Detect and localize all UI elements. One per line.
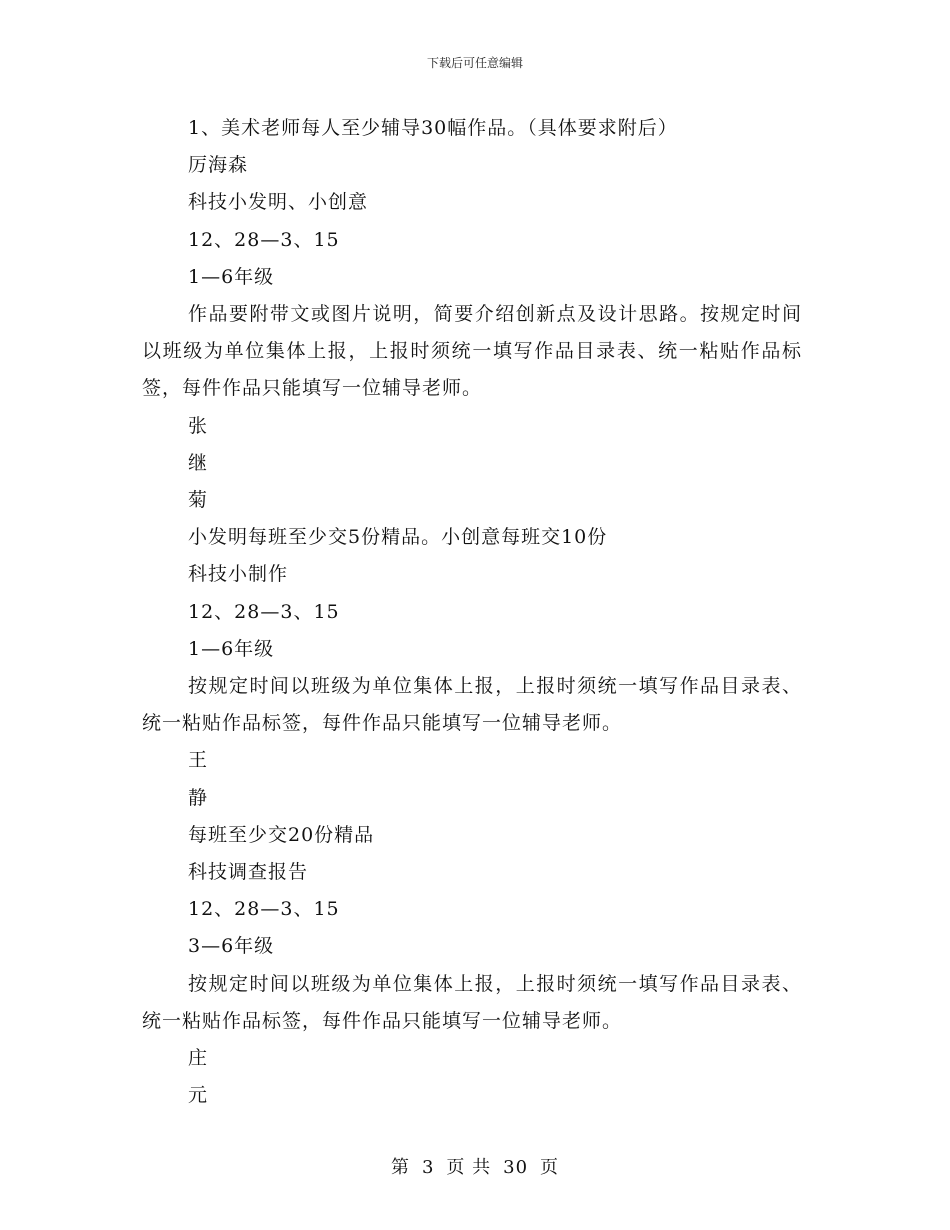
text-line: 科技调查报告 [188, 861, 309, 884]
text-line: 静 [188, 786, 209, 809]
text-line: 庄 [188, 1047, 209, 1070]
footer-page-number: 3 [421, 1157, 435, 1178]
document-body [142, 110, 802, 1114]
text-line: 每班至少交20份精品 [188, 823, 375, 846]
text-line: 继 [188, 451, 209, 474]
text-line: 1—6年级 [188, 265, 275, 288]
text-line: 王 [188, 749, 209, 772]
text-line: 张 [188, 414, 209, 437]
text-line: 3—6年级 [188, 935, 275, 958]
text-line: 科技小发明、小创意 [188, 191, 369, 214]
text-line: 1、美术老师每人至少辅导30幅作品。（具体要求附后） [188, 117, 678, 139]
paragraph: 作品要附带文或图片说明，简要介绍创新点及设计思路。按规定时间以班级为单位集体上报，上报时须统一填写作品目录表、统一粘贴作品标签，每件作品只能填写一位辅导老师。 [142, 303, 802, 400]
text-line: 厉海森 [188, 154, 249, 177]
footer-suffix: 页 [540, 1157, 560, 1178]
text-line: 12、28—3、15 [188, 600, 340, 623]
footer-total-pages: 30 [503, 1157, 529, 1178]
page-header: 下载后可任意编辑 [426, 56, 523, 70]
text-line: 小发明每班至少交5份精品。小创意每班交10份 [188, 526, 608, 549]
text-line: 科技小制作 [188, 563, 289, 586]
footer-prefix: 第 [390, 1157, 410, 1178]
text-line: 12、28—3、15 [188, 228, 340, 251]
text-line: 元 [188, 1084, 209, 1107]
footer-mid: 页 共 [446, 1157, 492, 1178]
paragraph: 按规定时间以班级为单位集体上报，上报时须统一填写作品目录表、统一粘贴作品标签，每件作品只能填写一位辅导老师。 [142, 675, 802, 735]
page-footer [0, 1153, 950, 1179]
text-line: 菊 [188, 489, 209, 512]
text-line: 12、28—3、15 [188, 898, 340, 921]
text-line: 1—6年级 [188, 637, 275, 660]
paragraph: 按规定时间以班级为单位集体上报，上报时须统一填写作品目录表、统一粘贴作品标签，每件作品只能填写一位辅导老师。 [142, 972, 802, 1032]
